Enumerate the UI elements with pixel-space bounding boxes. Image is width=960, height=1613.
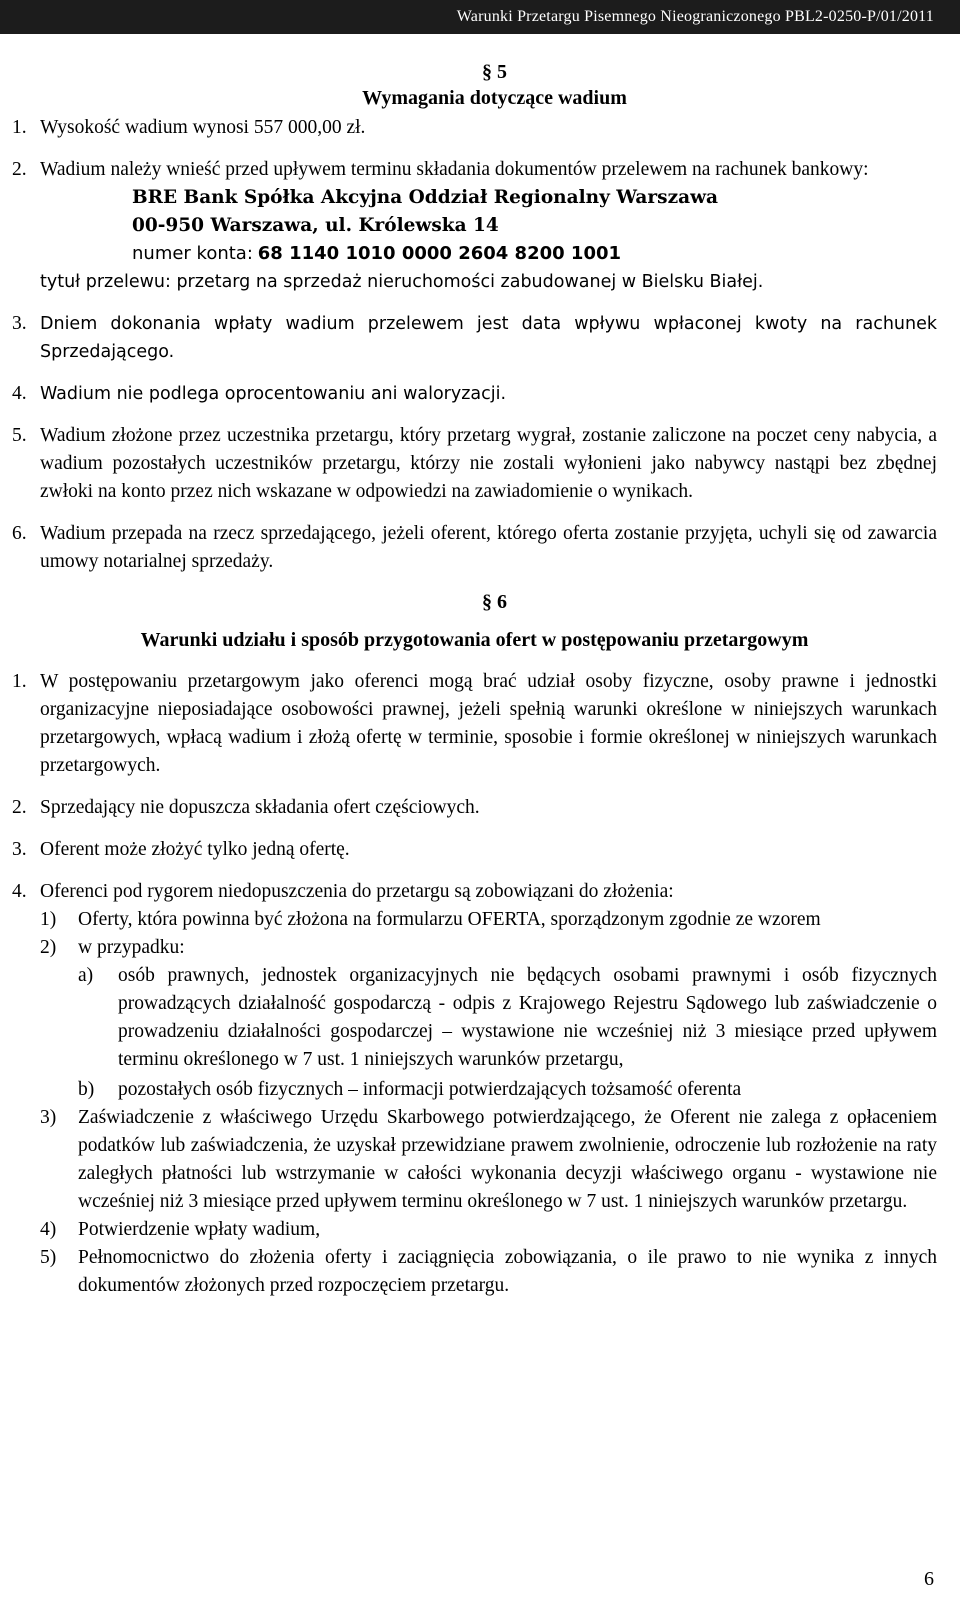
subsub-number: a) (78, 965, 94, 986)
sub-text: Zaświadczenie z właściwego Urzędu Skarbowego potwierdzającego, że Oferent nie zalega z opłaceniem podatków lub zaświadczenia, że uzyskał przewidziane prawem zwolnienie, odroczenie lub rozłożenie na raty zaległych płatności lub wstrzymanie w całości wykonania decyzji właściwego organu - wystawione nie wcześniej niż 3 miesiące przed upływem terminu określonego w 7 ust. 1 niniejszych warunków przetargu. (78, 1107, 937, 1212)
item-text: Wadium nie podlega oprocentowaniu ani waloryzacji. (40, 384, 507, 404)
list-item (12, 422, 937, 506)
item-text: W postępowaniu przetargowym jako oferenci mogą brać udział osoby fizyczne, osoby prawne i jednostki organizacyjne nieposiadające osobowości prawnej, jeżeli spełnią warunki określone w niniejszych warunkach przetargowych, wpłacą wadium i złożą ofertę w terminie, sposobie i formie określonej w niniejszych warunkach przetargowych. (40, 671, 937, 776)
bank-account (12, 240, 937, 268)
subsublist (40, 962, 937, 1104)
transfer-title-text: tytuł przelewu: przetarg na sprzedaż nieruchomości zabudowanej w Bielsku Białej. (40, 272, 764, 292)
item-number: 4. (12, 383, 27, 404)
list-item (12, 878, 937, 906)
list-item (12, 380, 937, 408)
subsub-number: b) (78, 1079, 95, 1100)
list-item (12, 114, 937, 142)
account-number: 68 1140 1010 0000 2604 8200 1001 (257, 243, 622, 264)
sub-text: Potwierdzenie wpłaty wadium, (78, 1219, 321, 1240)
document-body (12, 58, 937, 1300)
list-item (12, 156, 937, 184)
account-label: numer konta: (132, 243, 253, 264)
item-text: Wadium przepada na rzecz sprzedającego, jeżeli oferent, którego oferta zostanie przyjęta, uchyli się od zawarcia umowy notarialnej sprzedaży. (40, 523, 937, 572)
section-5-title: Wymagania dotyczące wadium (362, 87, 627, 109)
list-item (12, 836, 937, 864)
list-item (12, 520, 937, 576)
item-number: 1. (12, 671, 27, 692)
list-item (12, 794, 937, 822)
section-6-sign (12, 588, 937, 616)
transfer-title (12, 268, 937, 296)
item-number: 3. (12, 313, 27, 334)
item-text: Wadium należy wnieść przed upływem terminu składania dokumentów przelewem na rachunek bankowy: (40, 159, 869, 180)
item-number: 5. (12, 425, 27, 446)
item-text: Dniem dokonania wpłaty wadium przelewem jest data wpływu wpłaconej kwoty na rachunek Sprzedającego. (40, 314, 937, 362)
list-item (12, 668, 937, 780)
sublist-item (40, 1216, 937, 1244)
subsub-text: pozostałych osób fizycznych – informacji potwierdzających tożsamość oferenta (118, 1079, 742, 1100)
bank-address: 00-950 Warszawa, ul. Królewska 14 (132, 215, 499, 236)
item-number: 2. (12, 159, 27, 180)
sub-text: Pełnomocnictwo do złożenia oferty i zaciągnięcia zobowiązania, o ile prawo to nie wynika z innych dokumentów złożonych przed rozpoczęciem przetargu. (78, 1247, 937, 1296)
bank-name: BRE Bank Spółka Akcyjna Oddział Regionalny Warszawa (132, 187, 718, 208)
sub-number: 3) (40, 1107, 57, 1128)
section-5-sign (12, 58, 937, 86)
item-text: Sprzedający nie dopuszcza składania ofert częściowych. (40, 797, 480, 818)
item-number: 1. (12, 117, 27, 138)
item-text: Wadium złożone przez uczestnika przetargu, który przetarg wygrał, zostanie zaliczone na poczet ceny nabycia, a wadium pozostałych uczestników przetargu, którzy nie zostali wyłonieni jako nabywcy nastąpi bez zbędnej zwłoki na konto przez nich wskazane w odpowiedzi na zawiadomienie o wynikach. (40, 425, 937, 502)
sublist-item (40, 934, 937, 962)
sublist (12, 906, 937, 1300)
item-text: Oferent może złożyć tylko jedną ofertę. (40, 839, 350, 860)
sublist-item (40, 906, 937, 934)
sublist-item (40, 1244, 937, 1300)
item-number: 2. (12, 797, 27, 818)
sub-text: w przypadku: (78, 937, 185, 958)
item-text: Wysokość wadium wynosi 557 000,00 zł. (40, 117, 366, 138)
subsublist-item (78, 962, 937, 1074)
item-text: Oferenci pod rygorem niedopuszczenia do przetargu są zobowiązani do złożenia: (40, 881, 674, 902)
section-6-sign-text: § 6 (482, 591, 507, 613)
sub-number: 5) (40, 1247, 57, 1268)
item-number: 6. (12, 523, 27, 544)
subsub-text: osób prawnych, jednostek organizacyjnych nie będących osobami prawnymi i osób fizycznych prowadzących działalność gospodarczą - odpis z Krajowego Rejestru Sądowego lub zaświadczenie o prowadzeniu działalności gospodarczej – wystawione nie wcześniej niż 3 miesiące przed upływem terminu określonego w 7 ust. 1 niniejszych warunków przetargu, (118, 965, 937, 1070)
page-number: 6 (924, 1568, 934, 1590)
section-5-sign-text: § 5 (482, 61, 507, 83)
section-6-title: Warunki udziału i sposób przygotowania ofert w postępowaniu przetargowym (140, 629, 809, 651)
sub-text: Oferty, która powinna być złożona na formularzu OFERTA, sporządzonym zgodnie ze wzorem (78, 909, 821, 930)
item-number: 3. (12, 839, 27, 860)
sub-number: 4) (40, 1219, 57, 1240)
sub-number: 2) (40, 937, 57, 958)
sublist-item (40, 1104, 937, 1216)
running-header: Warunki Przetargu Pisemnego Nieograniczonego PBL2-0250-P/01/2011 (0, 0, 960, 34)
item-number: 4. (12, 881, 27, 902)
sub-number: 1) (40, 909, 57, 930)
list-item (12, 310, 937, 366)
subsublist-item (78, 1076, 937, 1104)
